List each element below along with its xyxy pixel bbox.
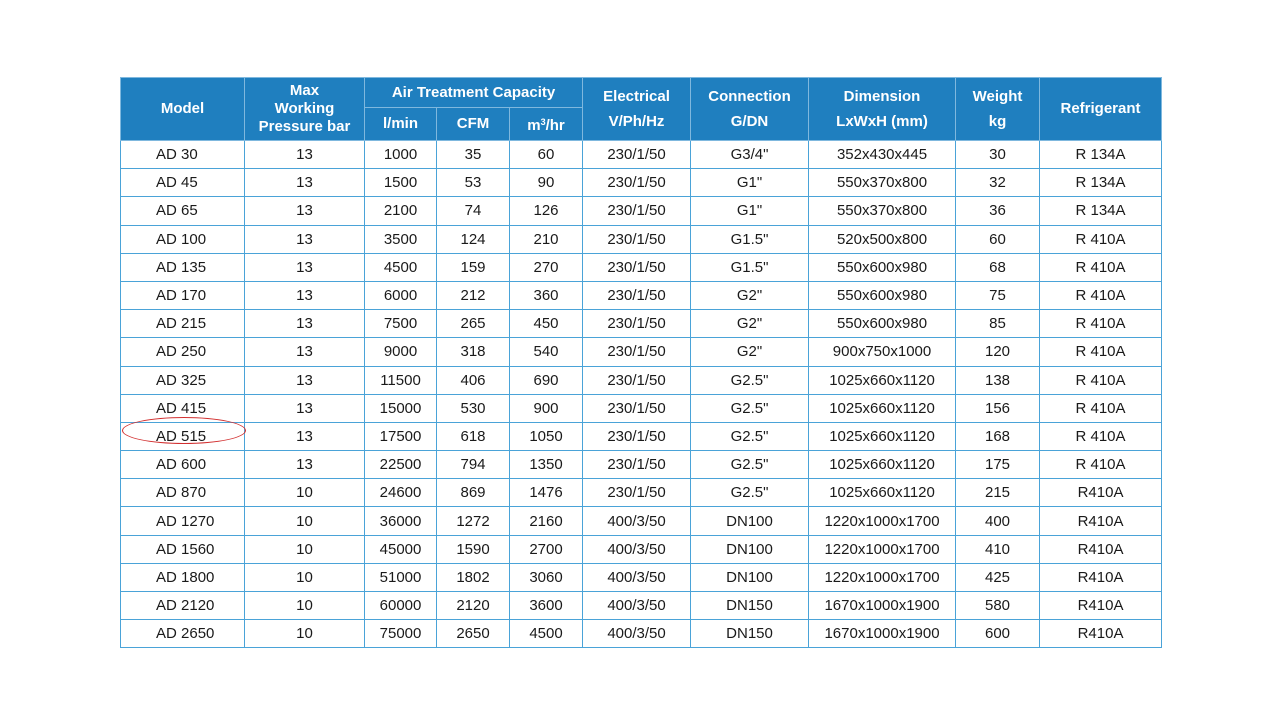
electrical-unit: V/Ph/Hz xyxy=(608,112,665,130)
cell-dimension: 1670x1000x1900 xyxy=(809,620,956,648)
cell-refrigerant: R 410A xyxy=(1040,310,1162,338)
model-name: AD 250 xyxy=(156,343,207,361)
cell-model xyxy=(121,479,245,507)
table-body xyxy=(121,141,1162,648)
cell-dimension: 900x750x1000 xyxy=(809,338,956,366)
cell-refrigerant: R410A xyxy=(1040,563,1162,591)
connection-label: Connection xyxy=(708,87,791,105)
cell-lmin: 7500 xyxy=(365,310,437,338)
model-name: AD 65 xyxy=(156,202,198,220)
cell-pressure: 10 xyxy=(245,479,365,507)
cell-electrical: 400/3/50 xyxy=(583,535,691,563)
cell-model xyxy=(121,422,245,450)
cell-model xyxy=(121,253,245,281)
cell-refrigerant: R 410A xyxy=(1040,451,1162,479)
cell-m3hr: 690 xyxy=(510,366,583,394)
highlight-holder xyxy=(156,428,206,445)
table-header xyxy=(121,78,1162,141)
cell-cfm: 618 xyxy=(437,422,510,450)
cell-m3hr: 210 xyxy=(510,225,583,253)
cell-cfm: 2650 xyxy=(437,620,510,648)
cell-weight: 175 xyxy=(956,451,1040,479)
cell-model xyxy=(121,535,245,563)
col-header-m3hr xyxy=(510,108,583,141)
cell-pressure: 13 xyxy=(245,366,365,394)
cell-dimension: 550x600x980 xyxy=(809,281,956,309)
cell-lmin: 6000 xyxy=(365,281,437,309)
cell-cfm: 530 xyxy=(437,394,510,422)
cell-dimension: 1220x1000x1700 xyxy=(809,535,956,563)
model-name: AD 600 xyxy=(156,456,207,474)
table-row xyxy=(121,253,1162,281)
model-name: AD 135 xyxy=(156,258,207,276)
cell-connection: DN150 xyxy=(691,592,809,620)
cell-refrigerant: R 410A xyxy=(1040,281,1162,309)
cell-lmin: 4500 xyxy=(365,253,437,281)
cell-cfm: 794 xyxy=(437,451,510,479)
cell-connection: G1" xyxy=(691,169,809,197)
cell-connection: DN100 xyxy=(691,535,809,563)
table-row xyxy=(121,422,1162,450)
m3hr-tail: /hr xyxy=(545,117,565,134)
pressure-line-1: Max xyxy=(289,82,320,99)
cell-lmin: 1000 xyxy=(365,141,437,169)
cell-model xyxy=(121,451,245,479)
cell-dimension: 1220x1000x1700 xyxy=(809,507,956,535)
cell-model xyxy=(121,507,245,535)
cell-weight: 156 xyxy=(956,394,1040,422)
col-header-electrical xyxy=(583,78,691,141)
cell-cfm: 124 xyxy=(437,225,510,253)
cell-pressure: 13 xyxy=(245,451,365,479)
cell-lmin: 45000 xyxy=(365,535,437,563)
cell-pressure: 13 xyxy=(245,422,365,450)
table-row xyxy=(121,592,1162,620)
connection-unit: G/DN xyxy=(730,112,769,130)
cell-m3hr: 1350 xyxy=(510,451,583,479)
table-row xyxy=(121,169,1162,197)
cell-model xyxy=(121,310,245,338)
cell-electrical: 230/1/50 xyxy=(583,338,691,366)
cell-connection: G1.5" xyxy=(691,225,809,253)
model-name: AD 100 xyxy=(156,230,207,248)
cell-dimension: 550x600x980 xyxy=(809,310,956,338)
table-row xyxy=(121,620,1162,648)
cell-electrical: 230/1/50 xyxy=(583,141,691,169)
col-header-model: Model xyxy=(121,78,245,141)
cell-dimension: 1025x660x1120 xyxy=(809,479,956,507)
model-name: AD 170 xyxy=(156,287,207,305)
cell-cfm: 159 xyxy=(437,253,510,281)
cell-lmin: 15000 xyxy=(365,394,437,422)
cell-connection: G1" xyxy=(691,197,809,225)
cell-electrical: 400/3/50 xyxy=(583,507,691,535)
cell-electrical: 400/3/50 xyxy=(583,563,691,591)
model-name: AD 2650 xyxy=(156,625,215,643)
cell-lmin: 2100 xyxy=(365,197,437,225)
cell-lmin: 9000 xyxy=(365,338,437,366)
cell-m3hr: 1476 xyxy=(510,479,583,507)
cell-dimension: 1670x1000x1900 xyxy=(809,592,956,620)
cell-m3hr: 360 xyxy=(510,281,583,309)
cell-pressure: 13 xyxy=(245,394,365,422)
cell-m3hr: 126 xyxy=(510,197,583,225)
cell-connection: G2.5" xyxy=(691,422,809,450)
model-name: AD 45 xyxy=(156,174,198,192)
col-header-pressure xyxy=(245,78,365,141)
cell-model xyxy=(121,169,245,197)
col-header-capacity: Air Treatment Capacity xyxy=(365,78,583,108)
cell-refrigerant: R410A xyxy=(1040,479,1162,507)
model-name: AD 415 xyxy=(156,399,207,417)
cell-pressure: 13 xyxy=(245,338,365,366)
cell-lmin: 36000 xyxy=(365,507,437,535)
col-header-lmin: l/min xyxy=(365,108,437,141)
cell-electrical: 230/1/50 xyxy=(583,253,691,281)
cell-cfm: 406 xyxy=(437,366,510,394)
cell-lmin: 75000 xyxy=(365,620,437,648)
cell-weight: 580 xyxy=(956,592,1040,620)
cell-weight: 75 xyxy=(956,281,1040,309)
cell-pressure: 10 xyxy=(245,535,365,563)
cell-electrical: 400/3/50 xyxy=(583,592,691,620)
cell-pressure: 13 xyxy=(245,141,365,169)
cell-electrical: 230/1/50 xyxy=(583,281,691,309)
cell-dimension: 550x600x980 xyxy=(809,253,956,281)
cell-model xyxy=(121,281,245,309)
cell-weight: 60 xyxy=(956,225,1040,253)
model-name: AD 515 xyxy=(156,427,207,445)
cell-cfm: 265 xyxy=(437,310,510,338)
cell-m3hr: 3060 xyxy=(510,563,583,591)
cell-weight: 600 xyxy=(956,620,1040,648)
model-name: AD 1560 xyxy=(156,540,215,558)
cell-pressure: 13 xyxy=(245,225,365,253)
cell-pressure: 13 xyxy=(245,253,365,281)
dimension-label: Dimension xyxy=(843,87,921,105)
cell-connection: G2" xyxy=(691,281,809,309)
cell-weight: 120 xyxy=(956,338,1040,366)
cell-electrical: 230/1/50 xyxy=(583,225,691,253)
cell-connection: DN150 xyxy=(691,620,809,648)
cell-dimension: 520x500x800 xyxy=(809,225,956,253)
cell-model xyxy=(121,141,245,169)
cell-weight: 85 xyxy=(956,310,1040,338)
table-row xyxy=(121,338,1162,366)
table-row xyxy=(121,563,1162,591)
cell-connection: DN100 xyxy=(691,507,809,535)
cell-m3hr: 1050 xyxy=(510,422,583,450)
col-header-connection xyxy=(691,78,809,141)
cell-model xyxy=(121,563,245,591)
cell-weight: 36 xyxy=(956,197,1040,225)
cell-pressure: 10 xyxy=(245,592,365,620)
cell-connection: G2.5" xyxy=(691,451,809,479)
cell-dimension: 352x430x445 xyxy=(809,141,956,169)
table-row xyxy=(121,479,1162,507)
model-name: AD 215 xyxy=(156,315,207,333)
dryer-spec-table xyxy=(120,77,1162,648)
cell-pressure: 13 xyxy=(245,169,365,197)
cell-cfm: 318 xyxy=(437,338,510,366)
cell-cfm: 74 xyxy=(437,197,510,225)
cell-electrical: 230/1/50 xyxy=(583,422,691,450)
table-row xyxy=(121,281,1162,309)
cell-model xyxy=(121,394,245,422)
col-header-weight xyxy=(956,78,1040,141)
electrical-label: Electrical xyxy=(603,87,670,105)
cell-lmin: 17500 xyxy=(365,422,437,450)
cell-cfm: 35 xyxy=(437,141,510,169)
model-name: AD 325 xyxy=(156,371,207,389)
table-row xyxy=(121,535,1162,563)
cell-weight: 30 xyxy=(956,141,1040,169)
cell-pressure: 10 xyxy=(245,620,365,648)
cell-electrical: 230/1/50 xyxy=(583,366,691,394)
cell-weight: 410 xyxy=(956,535,1040,563)
weight-unit: kg xyxy=(988,112,1007,130)
cell-electrical: 230/1/50 xyxy=(583,197,691,225)
cell-m3hr: 450 xyxy=(510,310,583,338)
cell-refrigerant: R 134A xyxy=(1040,169,1162,197)
m3hr-base: m xyxy=(527,117,541,134)
model-name: AD 1800 xyxy=(156,568,215,586)
cell-electrical: 230/1/50 xyxy=(583,169,691,197)
cell-refrigerant: R410A xyxy=(1040,592,1162,620)
cell-m3hr: 270 xyxy=(510,253,583,281)
cell-m3hr: 90 xyxy=(510,169,583,197)
cell-weight: 68 xyxy=(956,253,1040,281)
table-row xyxy=(121,366,1162,394)
cell-weight: 138 xyxy=(956,366,1040,394)
cell-lmin: 22500 xyxy=(365,451,437,479)
cell-m3hr: 2700 xyxy=(510,535,583,563)
table-row xyxy=(121,197,1162,225)
cell-m3hr: 2160 xyxy=(510,507,583,535)
cell-dimension: 1220x1000x1700 xyxy=(809,563,956,591)
cell-lmin: 51000 xyxy=(365,563,437,591)
cell-dimension: 1025x660x1120 xyxy=(809,451,956,479)
cell-weight: 215 xyxy=(956,479,1040,507)
pressure-line-3: Pressure bar xyxy=(258,118,351,135)
cell-cfm: 869 xyxy=(437,479,510,507)
cell-electrical: 230/1/50 xyxy=(583,479,691,507)
cell-electrical: 400/3/50 xyxy=(583,620,691,648)
cell-connection: G3/4" xyxy=(691,141,809,169)
cell-connection: G2" xyxy=(691,310,809,338)
cell-pressure: 13 xyxy=(245,281,365,309)
cell-electrical: 230/1/50 xyxy=(583,310,691,338)
cell-dimension: 1025x660x1120 xyxy=(809,394,956,422)
cell-electrical: 230/1/50 xyxy=(583,394,691,422)
cell-cfm: 1272 xyxy=(437,507,510,535)
cell-connection: G2.5" xyxy=(691,366,809,394)
cell-refrigerant: R410A xyxy=(1040,507,1162,535)
cell-lmin: 1500 xyxy=(365,169,437,197)
m3hr-sup: 3 xyxy=(540,117,546,127)
cell-connection: G2" xyxy=(691,338,809,366)
cell-model xyxy=(121,338,245,366)
cell-pressure: 13 xyxy=(245,197,365,225)
model-name: AD 2120 xyxy=(156,597,215,615)
col-header-dimension xyxy=(809,78,956,141)
cell-dimension: 1025x660x1120 xyxy=(809,422,956,450)
cell-model xyxy=(121,366,245,394)
cell-model xyxy=(121,197,245,225)
table-row xyxy=(121,394,1162,422)
table-row xyxy=(121,507,1162,535)
cell-weight: 400 xyxy=(956,507,1040,535)
model-name: AD 870 xyxy=(156,484,207,502)
cell-weight: 425 xyxy=(956,563,1040,591)
cell-lmin: 60000 xyxy=(365,592,437,620)
cell-pressure: 10 xyxy=(245,563,365,591)
cell-refrigerant: R 410A xyxy=(1040,225,1162,253)
cell-pressure: 10 xyxy=(245,507,365,535)
cell-refrigerant: R 410A xyxy=(1040,253,1162,281)
cell-refrigerant: R410A xyxy=(1040,535,1162,563)
cell-electrical: 230/1/50 xyxy=(583,451,691,479)
col-header-refrigerant: Refrigerant xyxy=(1040,78,1162,141)
cell-connection: G2.5" xyxy=(691,479,809,507)
table-row xyxy=(121,141,1162,169)
cell-refrigerant: R 134A xyxy=(1040,141,1162,169)
cell-model xyxy=(121,592,245,620)
cell-m3hr: 540 xyxy=(510,338,583,366)
cell-refrigerant: R 410A xyxy=(1040,338,1162,366)
model-name: AD 1270 xyxy=(156,512,215,530)
cell-refrigerant: R 410A xyxy=(1040,422,1162,450)
cell-connection: G1.5" xyxy=(691,253,809,281)
table-row xyxy=(121,310,1162,338)
cell-refrigerant: R 410A xyxy=(1040,394,1162,422)
cell-refrigerant: R 134A xyxy=(1040,197,1162,225)
table-row xyxy=(121,451,1162,479)
cell-dimension: 1025x660x1120 xyxy=(809,366,956,394)
cell-m3hr: 4500 xyxy=(510,620,583,648)
spec-sheet xyxy=(120,77,1161,648)
col-header-cfm: CFM xyxy=(437,108,510,141)
weight-label: Weight xyxy=(972,87,1023,105)
cell-weight: 32 xyxy=(956,169,1040,197)
cell-cfm: 53 xyxy=(437,169,510,197)
cell-pressure: 13 xyxy=(245,310,365,338)
cell-m3hr: 3600 xyxy=(510,592,583,620)
cell-model xyxy=(121,225,245,253)
cell-lmin: 24600 xyxy=(365,479,437,507)
pressure-line-2: Working xyxy=(274,100,335,117)
cell-connection: G2.5" xyxy=(691,394,809,422)
cell-cfm: 1590 xyxy=(437,535,510,563)
model-name: AD 30 xyxy=(156,146,198,164)
cell-dimension: 550x370x800 xyxy=(809,197,956,225)
cell-cfm: 2120 xyxy=(437,592,510,620)
cell-refrigerant: R410A xyxy=(1040,620,1162,648)
cell-cfm: 212 xyxy=(437,281,510,309)
cell-weight: 168 xyxy=(956,422,1040,450)
cell-dimension: 550x370x800 xyxy=(809,169,956,197)
table-row xyxy=(121,225,1162,253)
cell-lmin: 3500 xyxy=(365,225,437,253)
cell-model xyxy=(121,620,245,648)
cell-m3hr: 900 xyxy=(510,394,583,422)
cell-cfm: 1802 xyxy=(437,563,510,591)
cell-lmin: 11500 xyxy=(365,366,437,394)
cell-connection: DN100 xyxy=(691,563,809,591)
dimension-unit: LxWxH (mm) xyxy=(836,112,928,130)
cell-m3hr: 60 xyxy=(510,141,583,169)
cell-refrigerant: R 410A xyxy=(1040,366,1162,394)
